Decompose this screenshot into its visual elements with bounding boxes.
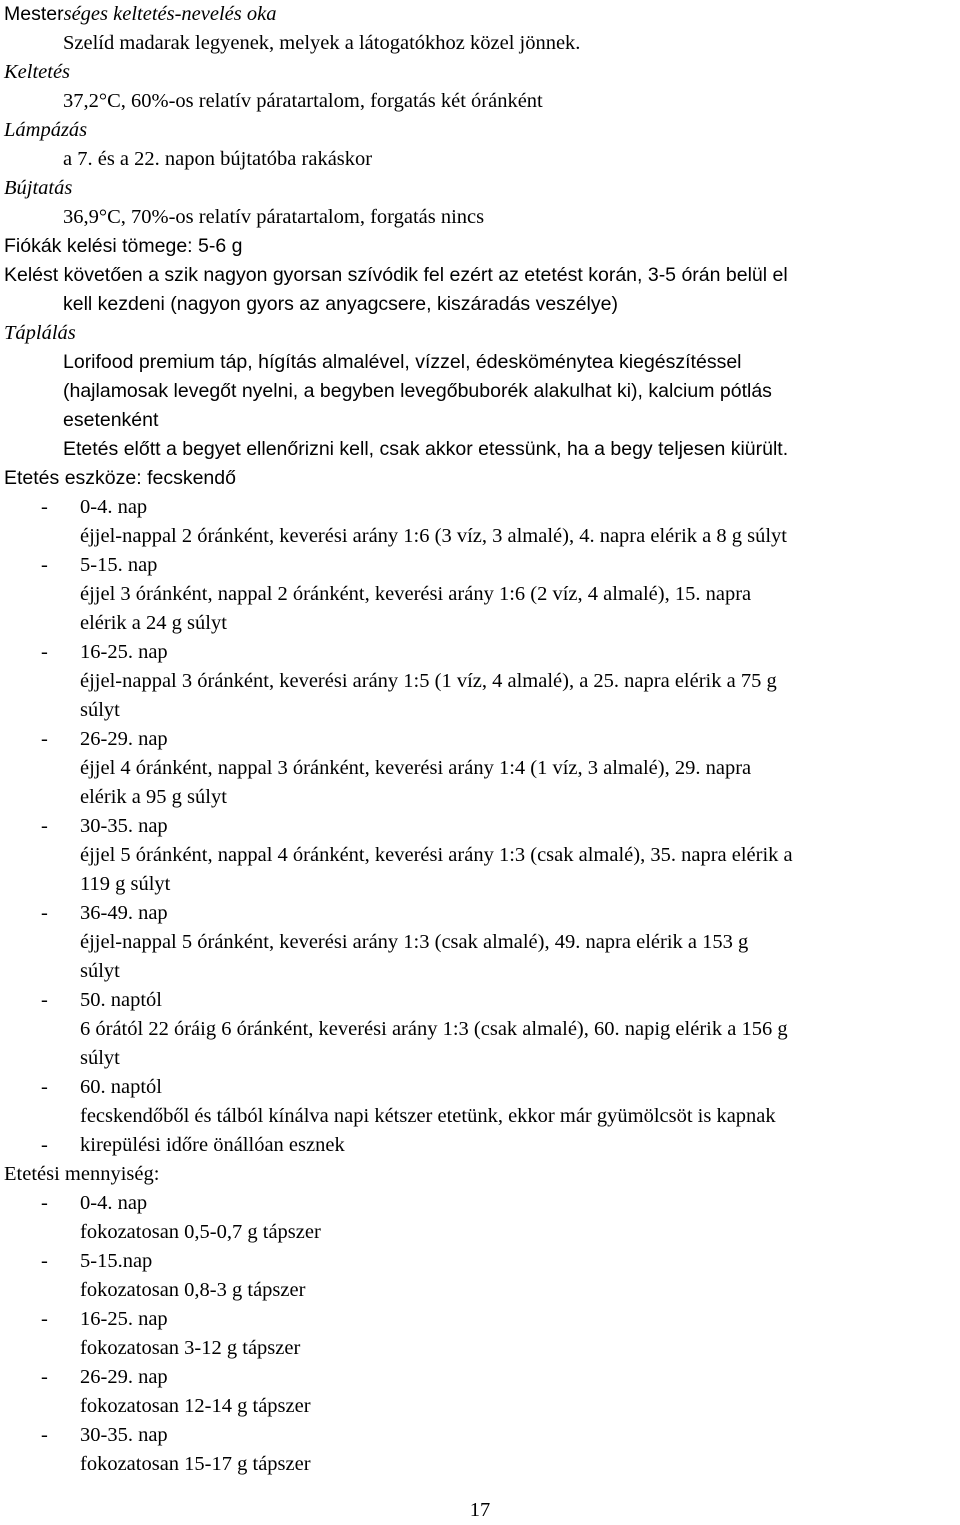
list-item-label: 5-15.nap [80,1250,153,1272]
list-item [41,725,960,754]
list-dash: - [41,496,48,518]
heading-bujtatas: Bújtatás [4,177,73,199]
list-item-label: 30-35. nap [80,1424,168,1446]
heading-etetesi-mennyiseg: Etetési mennyiség: [4,1163,160,1185]
list-item-label: 26-29. nap [80,1366,168,1388]
text-line: Szelíd madarak legyenek, melyek a látogatókhoz közel jönnek. [63,32,581,54]
list-item [41,493,960,522]
text-line: elérik a 24 g súlyt [80,612,227,634]
list-item [41,1421,960,1450]
heading-part-plain: Mester [4,3,64,25]
text-line: fokozatosan 3-12 g tápszer [80,1337,301,1359]
list-item-label: 30-35. nap [80,815,168,837]
list-item [41,899,960,928]
list-dash: - [41,1192,48,1214]
text-line: elérik a 95 g súlyt [80,786,227,808]
heading-lampazas: Lámpázás [4,119,88,141]
text-line: fokozatosan 0,8-3 g tápszer [80,1279,306,1301]
text-line: éjjel-nappal 5 óránként, keverési arány 1:3 (csak almalé), 49. napra elérik a 153 g [80,931,749,953]
list-item-label: 60. naptól [80,1076,162,1098]
list-item [41,1247,960,1276]
list-item [41,638,960,667]
text-line: 37,2°C, 60%-os relatív páratartalom, forgatás két óránként [63,90,543,112]
heading-taplalas: Táplálás [4,322,76,344]
list-dash: - [41,1076,48,1098]
text-line: éjjel 3 óránként, nappal 2 óránként, keverési arány 1:6 (2 víz, 4 almalé), 15. napra [80,583,752,605]
text-line: Etetés előtt a begyet ellenőrizni kell, csak akkor etessünk, ha a begy teljesen kiürült. [63,438,789,460]
text-line: éjjel-nappal 2 óránként, keverési arány 1:6 (3 víz, 3 almalé), 4. napra elérik a 8 g súlyt [80,525,787,547]
text-line: Kelést követően a szik nagyon gyorsan szívódik fel ezért az etetést korán, 3-5 órán belül el [4,264,788,286]
list-item [41,1305,960,1334]
list-item-label: 26-29. nap [80,728,168,750]
text-line: súlyt [80,1047,120,1069]
heading-etetes-eszkoze: Etetés eszköze: fecskendő [4,467,236,489]
heading-keltetes: Keltetés [4,61,71,83]
list-item [41,812,960,841]
list-dash: - [41,1134,48,1156]
text-line: éjjel 4 óránként, nappal 3 óránként, keverési arány 1:4 (1 víz, 3 almalé), 29. napra [80,757,752,779]
heading-part-italic: séges keltetés-nevelés oka [63,3,277,25]
list-item-label: kirepülési időre önállóan esznek [80,1134,345,1156]
text-line: a 7. és a 22. napon bújtatóba rakáskor [63,148,373,170]
list-item [41,1073,960,1102]
list-item [41,1131,960,1160]
text-line: fokozatosan 0,5-0,7 g tápszer [80,1221,321,1243]
text-line: éjjel 5 óránként, nappal 4 óránként, keverési arány 1:3 (csak almalé), 35. napra elérik a [80,844,793,866]
heading-mesterseges-keltetes [4,0,960,29]
list-item [41,551,960,580]
list-item [41,1189,960,1218]
list-dash: - [41,1366,48,1388]
list-item-label: 16-25. nap [80,1308,168,1330]
list-dash: - [41,728,48,750]
text-line: súlyt [80,699,120,721]
page-number: 17 [469,1499,491,1521]
text-line: súlyt [80,960,120,982]
list-item-label: 16-25. nap [80,641,168,663]
list-dash: - [41,554,48,576]
list-dash: - [41,1250,48,1272]
list-dash: - [41,815,48,837]
list-item-label: 50. naptól [80,989,162,1011]
list-dash: - [41,1424,48,1446]
list-item-label: 36-49. nap [80,902,168,924]
text-line: Fiókák kelési tömege: 5-6 g [4,235,243,257]
text-line: esetenként [63,409,159,431]
text-line: 36,9°C, 70%-os relatív páratartalom, forgatás nincs [63,206,485,228]
text-line: fokozatosan 15-17 g tápszer [80,1453,311,1475]
text-line: fokozatosan 12-14 g tápszer [80,1395,311,1417]
list-dash: - [41,641,48,663]
list-dash: - [41,1308,48,1330]
list-dash: - [41,989,48,1011]
list-item [41,986,960,1015]
list-item-label: 0-4. nap [80,496,148,518]
list-item [41,1363,960,1392]
list-dash: - [41,902,48,924]
text-line: éjjel-nappal 3 óránként, keverési arány 1:5 (1 víz, 4 almalé), a 25. napra elérik a 75 g [80,670,777,692]
text-line: Lorifood premium táp, hígítás almalével, vízzel, édesköménytea kiegészítéssel [63,351,742,373]
text-line: fecskendőből és tálból kínálva napi kétszer etetünk, ekkor már gyümölcsöt is kapnak [80,1105,776,1127]
text-line: 119 g súlyt [80,873,171,895]
list-item-label: 0-4. nap [80,1192,148,1214]
text-line: (hajlamosak levegőt nyelni, a begyben levegőbuborék alakulhat ki), kalcium pótlás [63,380,772,402]
list-item-label: 5-15. nap [80,554,158,576]
text-line: kell kezdeni (nagyon gyors az anyagcsere, kiszáradás veszélye) [63,293,618,315]
text-line: 6 órától 22 óráig 6 óránként, keverési arány 1:3 (csak almalé), 60. napig elérik a 156 g [80,1018,788,1040]
